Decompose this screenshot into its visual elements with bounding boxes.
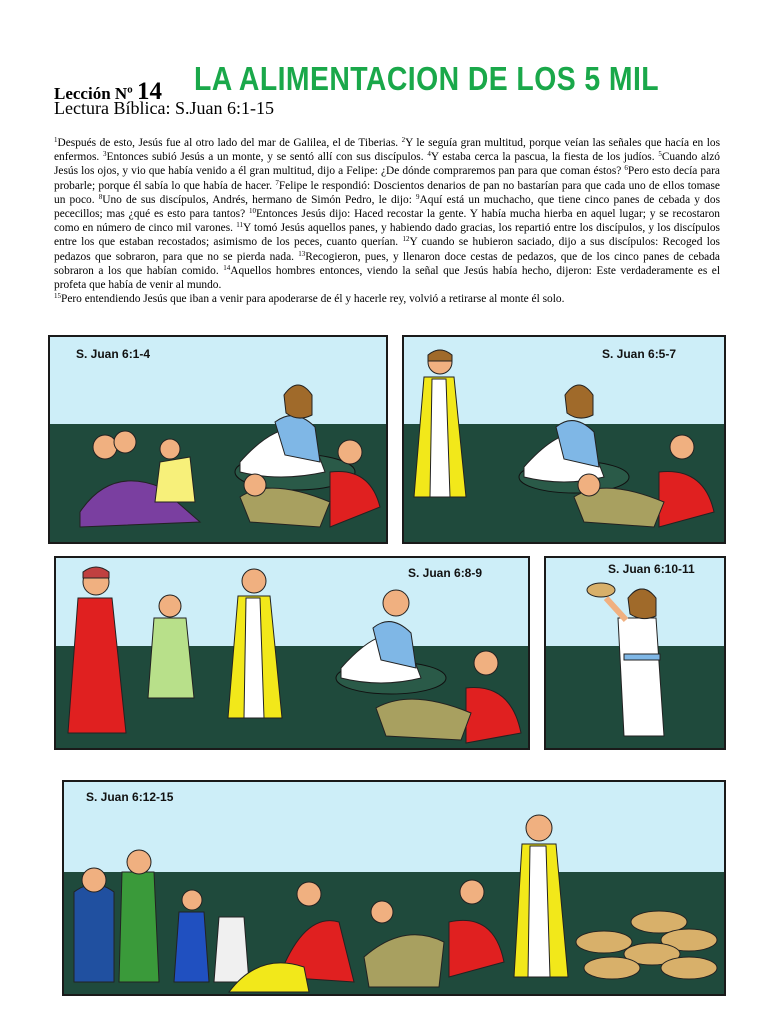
panel-ref: S. Juan 6:10-11 <box>608 562 695 576</box>
scene-jesus-gives-thanks <box>546 558 724 748</box>
panel-ref: S. Juan 6:12-15 <box>86 790 174 804</box>
scene-jesus-asks-philip <box>404 337 724 542</box>
verse-text: Y tomó Jesús aquellos panes, y habiendo dado gracias, los repartió entre los discípulos, y los discípulos entre los que estaban recostados; asimismo de los peces, cuanto querían. <box>54 222 720 249</box>
lesson-title: LA ALIMENTACION DE LOS 5 MIL <box>194 60 660 97</box>
verse-text: Uno de sus discípulos, Andrés, hermano de Simón Pedro, le dijo: <box>102 193 417 206</box>
illustration-panel-2 <box>402 335 726 544</box>
illustration-panel-4 <box>544 556 726 750</box>
panel-ref: S. Juan 6:1-4 <box>76 347 151 361</box>
verse-text: Aquí está un muchacho, que tiene cinco panes de cebada y dos pececillos; mas ¿qué es esto para tantos? <box>54 193 720 221</box>
verse-number: 7 <box>275 178 279 187</box>
verse-number: 9 <box>416 192 420 201</box>
scene-crowd-and-baskets <box>64 782 724 994</box>
scripture-passage <box>54 136 720 306</box>
verse-text: Y le seguía gran multitud, porque veían las señales que hacía en los enfermos. <box>54 137 720 164</box>
verse-text: Aquellos hombres entonces, viendo la señal que Jesús había hecho, dijeron: Este verdaderamente es el profeta que había de venir al mundo. <box>54 264 720 292</box>
verse-number: 10 <box>248 207 256 216</box>
verse-text: Felipe le respondió: Doscientos denarios de pan no bastarían para que cada uno de ellos tomase un poco. <box>54 179 720 206</box>
illustration-panel-5 <box>62 780 726 996</box>
verse-number: 5 <box>658 150 662 159</box>
verse-number: 6 <box>624 164 628 173</box>
verse-text: Entonces Jesús dijo: Haced recostar la gente. Y había mucha hierba en aquel lugar; y se recostaron como en número de cinco mil varones. <box>54 208 720 235</box>
verse-text: Recogieron, pues, y llenaron doce cestas de pedazos, que de los cinco panes de cebada sobraron a los que habían comido. <box>54 250 720 277</box>
illustration-panel-1 <box>48 335 388 544</box>
verse-number: 11 <box>236 221 243 230</box>
verse-number: 13 <box>298 249 306 258</box>
verse-text: Pero esto decía para probarle; porque él sabía lo que había de hacer. <box>54 165 720 192</box>
verse-number: 3 <box>102 150 107 159</box>
lesson-number-value: 14 <box>137 78 163 105</box>
verse-text: Pero entendiendo Jesús que iban a venir para apoderarse de él y hacerle rey, volvió a retirarse al monte él solo. <box>61 293 565 306</box>
verse-number: 1 <box>54 136 58 144</box>
verse-number: 4 <box>427 150 431 159</box>
scene-jesus-teaching-crowd <box>50 337 386 542</box>
verse-text: Y cuando se hubieron saciado, dijo a sus discípulos: Recoged los pedazos que sobraron, para que no se pierda nada. <box>54 236 720 263</box>
panel-ref: S. Juan 6:8-9 <box>408 566 483 580</box>
scene-andrew-boy-loaves <box>56 558 528 748</box>
verse-number: 14 <box>223 263 231 272</box>
verse-text: Cuando alzó Jesús los ojos, y vio que había venido a él gran multitud, dijo a Felipe: ¿De dónde compraremos pan para que coman éstos? <box>54 151 720 178</box>
verse-text: Entonces subió Jesús a un monte, y se sentó allí con sus discípulos. <box>106 151 428 164</box>
verse-number: 15 <box>54 292 61 301</box>
verse-text: Y estaba cerca la pascua, la fiesta de los judíos. <box>430 151 659 164</box>
bible-reading: Lectura Bíblica: S.Juan 6:1-15 <box>54 98 274 118</box>
lesson-header <box>54 62 734 122</box>
panel-ref: S. Juan 6:5-7 <box>602 347 677 361</box>
verse-number: 8 <box>98 192 103 201</box>
verse-number: 12 <box>402 235 410 244</box>
illustration-panel-3 <box>54 556 530 750</box>
verse-text: Después de esto, Jesús fue al otro lado del mar de Galilea, el de Tiberias. <box>57 137 402 149</box>
verse-number: 2 <box>401 136 406 144</box>
lesson-label: Lección Nº <box>54 84 133 103</box>
